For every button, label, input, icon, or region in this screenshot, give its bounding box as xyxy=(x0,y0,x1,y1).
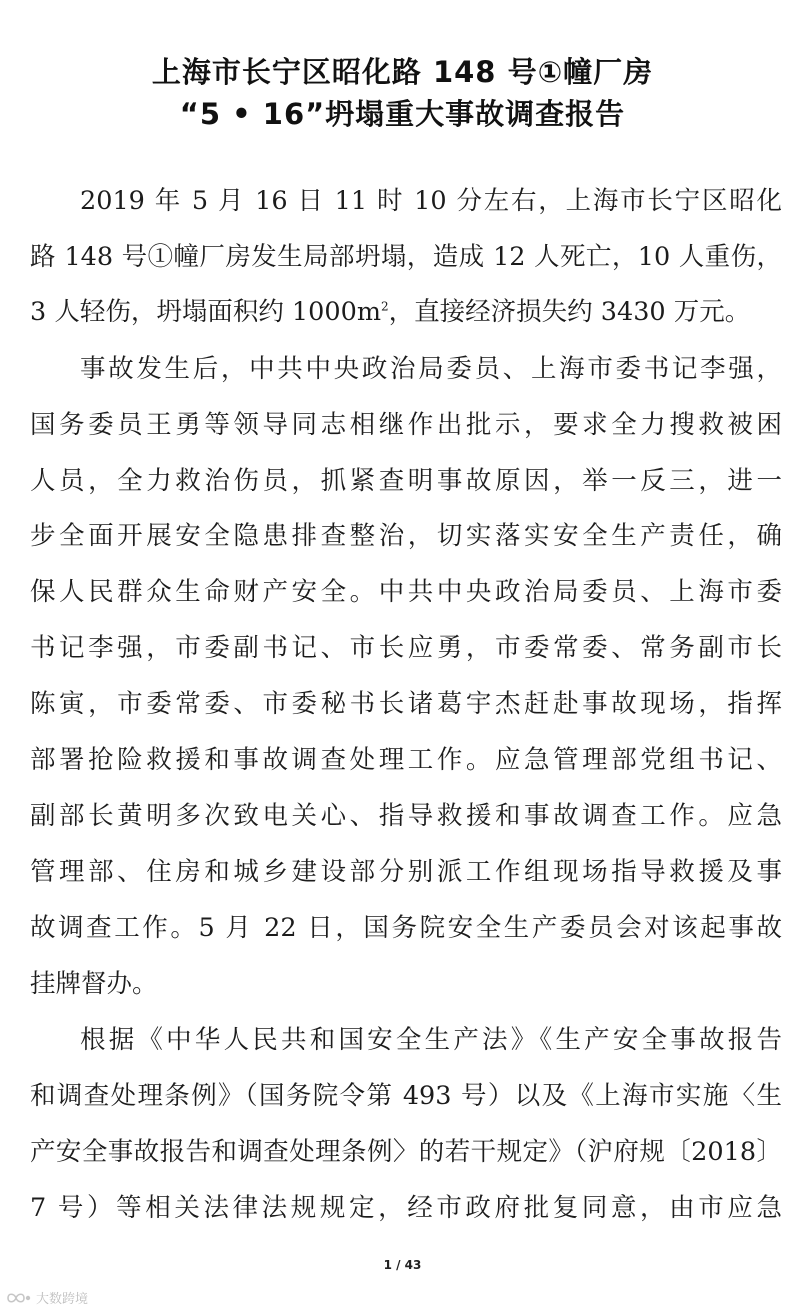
report-title-line-1: 上海市长宁区昭化路 148 号①幢厂房 xyxy=(151,55,654,89)
watermark xyxy=(6,1288,88,1307)
paragraph-1-line-2: 路 148 号①幢厂房发生局部坍塌，造成 12 人死亡，10 人重伤， xyxy=(30,242,782,272)
paragraph-1-line-3 xyxy=(30,297,782,327)
paragraph-2-line-6: 书记李强，市委副书记、市长应勇，市委常委、常务副市长 xyxy=(30,633,782,663)
paragraph-3-line-4: 7 号）等相关法律法规规定，经市政府批复同意，由市应急 xyxy=(30,1193,782,1223)
paragraph-2-line-9: 副部长黄明多次致电关心、指导救援和事故调查工作。应急 xyxy=(30,801,782,831)
paragraph-2-line-8: 部署抢险救援和事故调查处理工作。应急管理部党组书记、 xyxy=(30,745,782,775)
brand-logo-icon xyxy=(6,1290,32,1306)
page-number: 1 / 43 xyxy=(383,1258,422,1272)
loss-text: ，直接经济损失约 3430 万元。 xyxy=(388,297,751,327)
paragraph-2-line-10: 管理部、住房和城乡建设部分别派工作组现场指导救援及事 xyxy=(30,857,782,887)
paragraph-2-line-11: 故调查工作。5 月 22 日，国务院安全生产委员会对该起事故 xyxy=(30,913,782,943)
paragraph-2-line-4: 步全面开展安全隐患排查整治，切实落实安全生产责任，确 xyxy=(30,521,782,551)
paragraph-2-line-1: 事故发生后，中共中央政治局委员、上海市委书记李强， xyxy=(80,354,782,384)
report-title-line-2: “5 • 16”坍塌重大事故调查报告 xyxy=(179,97,626,131)
paragraph-2-line-3: 人员，全力救治伤员，抓紧查明事故原因，举一反三，进一 xyxy=(30,466,782,496)
watermark-text: 大数跨境 xyxy=(36,1292,89,1307)
paragraph-3-line-2: 和调查处理条例》（国务院令第 493 号）以及《上海市实施〈生 xyxy=(30,1081,782,1111)
paragraph-2-line-5: 保人民群众生命财产安全。中共中央政治局委员、上海市委 xyxy=(30,577,782,607)
paragraph-3-line-1: 根据《中华人民共和国安全生产法》《生产安全事故报告 xyxy=(80,1025,782,1055)
paragraph-3-line-3: 产安全事故报告和调查处理条例〉的若干规定》（沪府规〔2018〕 xyxy=(30,1137,782,1167)
paragraph-1-line-1: 2019 年 5 月 16 日 11 时 10 分左右，上海市长宁区昭化 xyxy=(80,186,782,216)
area-text: 3 人轻伤，坍塌面积约 1000m xyxy=(30,297,382,327)
paragraph-2-line-12: 挂牌督办。 xyxy=(30,969,158,999)
paragraph-2-line-7: 陈寅，市委常委、市委秘书长诸葛宇杰赶赴事故现场，指挥 xyxy=(30,689,782,719)
superscript: 2 xyxy=(381,299,389,314)
paragraph-2-line-2: 国务委员王勇等领导同志相继作出批示，要求全力搜救被困 xyxy=(30,410,782,440)
